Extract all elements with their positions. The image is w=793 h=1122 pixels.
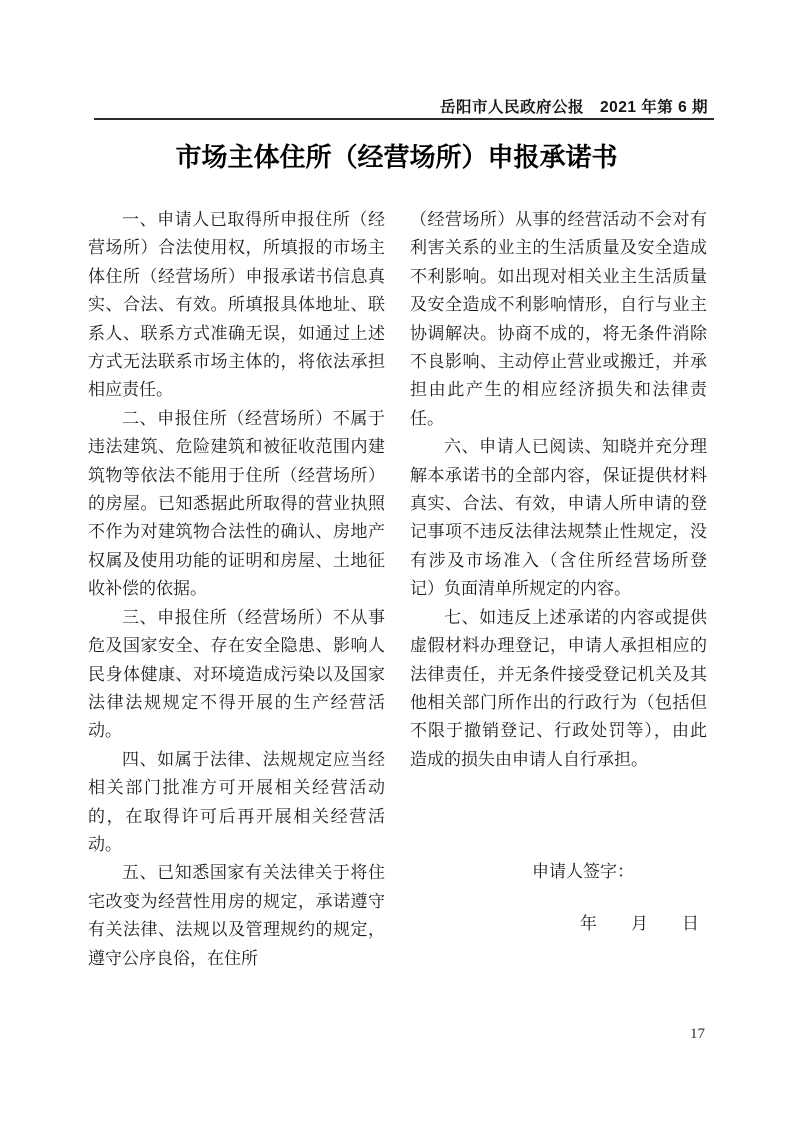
- header-rule: [94, 118, 714, 120]
- two-column-body: [88, 206, 707, 973]
- date-line: 年 月 日: [580, 913, 699, 933]
- body-paragraph-5-part2: （经营场所）从事的经营活动不会对有利害关系的业主的生活质量及安全造成不利影响。如出现对相关业主生活质量及安全造成不利影响情形，自行与业主协调解决。协商不成的，将无条件消除不良影响、主动停止营业或搬迁，并承担由此产生的相应经济损失和法律责任。: [410, 210, 707, 428]
- page-number: 17: [690, 1026, 705, 1042]
- body-paragraph-4: 四、如属于法律、法规规定应当经相关部门批准方可开展相关经营活动的，在取得许可后再开展相关经营活动。: [88, 749, 385, 854]
- running-head: 岳阳市人民政府公报 2021 年第 6 期: [439, 99, 708, 116]
- applicant-signature-label: 申请人签字：: [532, 862, 634, 882]
- body-paragraph-7: 七、如违反上述承诺的内容或提供虚假材料办理登记，申请人承担相应的法律责任，并无条件接受登记机关及其他相关部门所作出的行政行为（包括但不限于撤销登记、行政处罚等），由此造成的损失由申请人自行承担。: [410, 607, 707, 769]
- body-paragraph-2: 二、申报住所（经营场所）不属于违法建筑、危险建筑和被征收范围内建筑物等依法不能用于住所（经营场所）的房屋。已知悉据此所取得的营业执照不作为对建筑物合法性的确认、房地产权属及使用功能的证明和房屋、土地征收补偿的依据。: [88, 408, 385, 599]
- page-title: 市场主体住所（经营场所）申报承诺书: [175, 143, 618, 172]
- body-paragraph-3: 三、申报住所（经营场所）不从事危及国家安全、存在安全隐患、影响人民身体健康、对环境造成污染以及国家法律法规规定不得开展的生产经营活动。: [88, 607, 385, 741]
- body-paragraph-6: 六、申请人已阅读、知晓并充分理解本承诺书的全部内容，保证提供材料真实、合法、有效，申请人所申请的登记事项不违反法律法规禁止性规定，没有涉及市场准入（含住所经营场所登记）负面清单所规定的内容。: [410, 437, 707, 599]
- left-column: [88, 206, 385, 973]
- signature-block: [410, 858, 707, 938]
- right-column: [410, 206, 707, 973]
- body-paragraph-5-part1: 五、已知悉国家有关法律关于将住宅改变为经营性用房的规定，承诺遵守有关法律、法规以及管理规约的规定，遵守公序良俗，在住所: [88, 863, 385, 968]
- body-paragraph-1: 一、申请人已取得所申报住所（经营场所）合法使用权，所填报的市场主体住所（经营场所）申报承诺书信息真实、合法、有效。所填报具体地址、联系人、联系方式准确无误，如通过上述方式无法联系市场主体的，将依法承担相应责任。: [88, 210, 385, 400]
